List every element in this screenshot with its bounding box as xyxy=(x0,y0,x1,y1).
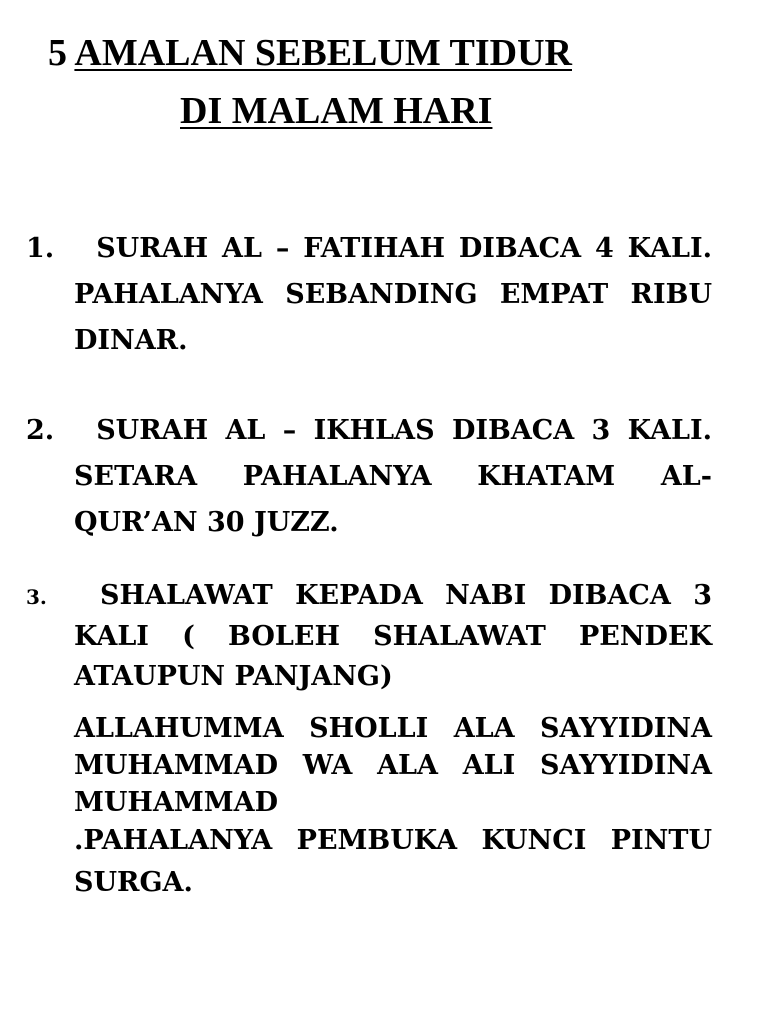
pahala-text xyxy=(74,820,712,904)
title-number: 5 xyxy=(48,32,67,74)
shalawat-paragraph: ALLAHUMMA SHOLLI ALA SAYYIDINA MUHAMMAD WA ALA ALI SAYYIDINA MUHAMMAD xyxy=(74,713,712,818)
list-item-2 xyxy=(26,408,712,546)
item-text-1: SURAH AL – FATIHAH DIBACA 4 KALI. PAHALANYA SEBANDING EMPAT RIBU DINAR. xyxy=(74,233,712,356)
title-line-1 xyxy=(48,30,572,76)
title-line-2 xyxy=(180,88,492,134)
title-text-2: DI MALAM HARI xyxy=(180,90,493,132)
pahala-paragraph: .PAHALANYA PEMBUKA KUNCI PINTU SURGA. xyxy=(74,825,712,898)
item-number-1: 1. xyxy=(26,233,55,264)
item-number-2: 2. xyxy=(26,415,55,446)
item-text-2: SURAH AL – IKHLAS DIBACA 3 KALI. SETARA PAHALANYA KHATAM AL-QUR’AN 30 JUZZ. xyxy=(74,415,712,538)
title-text-1: AMALAN SEBELUM TIDUR xyxy=(74,32,572,74)
list-item-1 xyxy=(26,226,712,364)
shalawat-text xyxy=(74,710,712,821)
list-item-3: 3. SHALAWAT KEPADA NABI DIBACA 3 KALI ( BOLEH SHALAWAT PENDEK ATAUPUN PANJANG) xyxy=(26,580,712,692)
item-text-3: SHALAWAT KEPADA NABI DIBACA 3 KALI ( BOLEH SHALAWAT PENDEK ATAUPUN PANJANG) xyxy=(74,580,712,692)
